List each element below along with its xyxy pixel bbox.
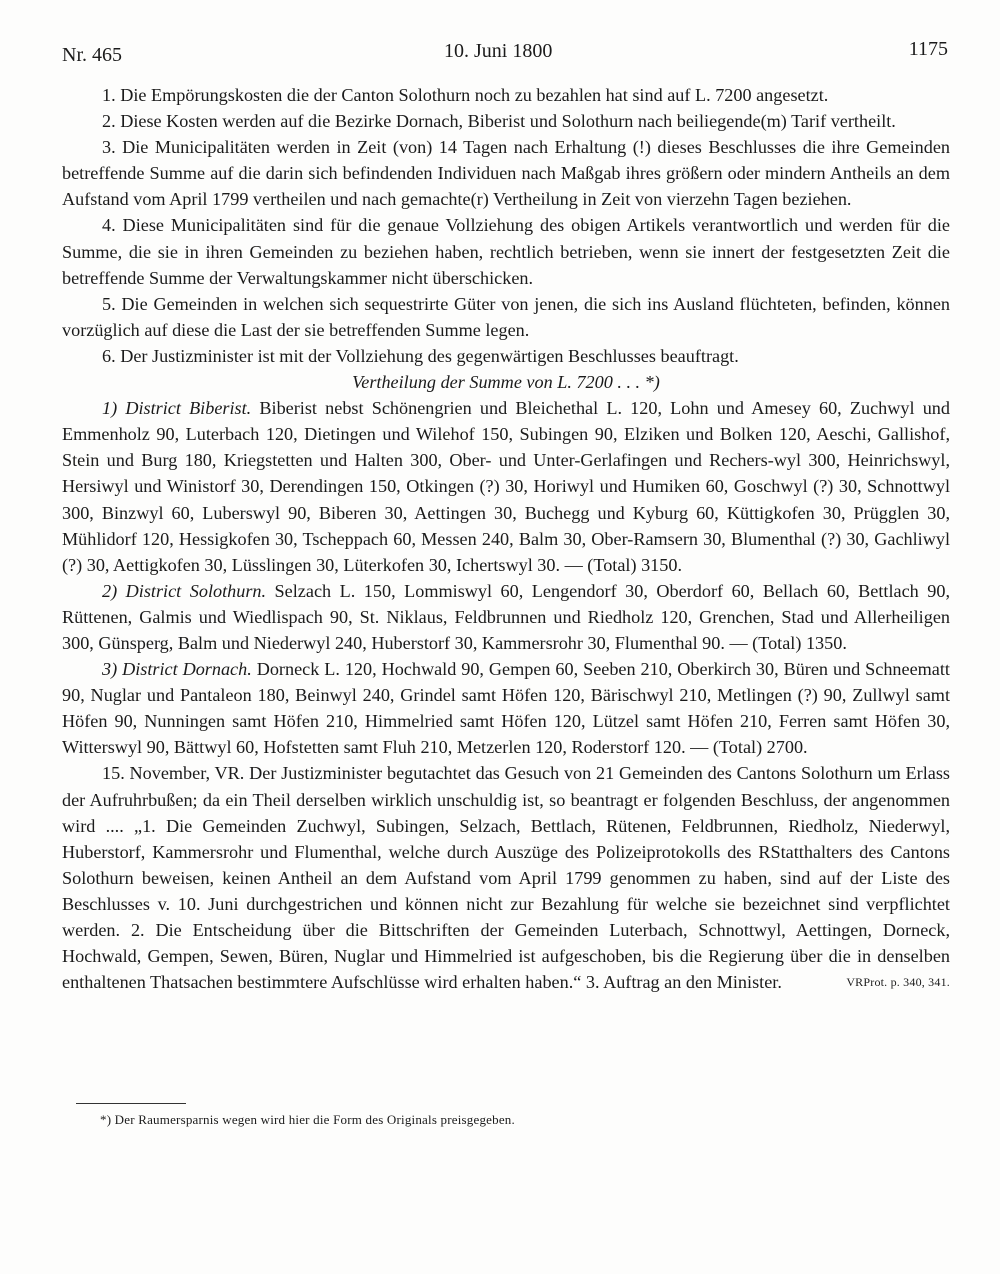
footnote-rule — [76, 1103, 186, 1104]
article-2: 2. Diese Kosten werden auf die Bezirke Dornach, Biberist und Solothurn nach beiliegende(m) Tarif vertheilt. — [102, 111, 896, 132]
district-label: 1) District Biberist. — [102, 398, 252, 419]
district-solothurn — [62, 578, 950, 656]
district-label: 3) District Dornach. — [102, 659, 252, 680]
article-1: 1. Die Empörungskosten die der Canton Solothurn noch zu bezahlen hat sind auf L. 7200 angesetzt. — [102, 85, 829, 105]
district-dornach — [62, 656, 950, 760]
page-header — [62, 38, 948, 68]
district-text: Selzach L. 150, Lommiswyl 60, Lengendorf 30, Oberdorf 60, Bellach 60, Bettlach 90, Rüttenen, Galmis und Wiedlispach 90, St. Niklaus, Feldbrunnen und Riedholz 120, Grenchen, Stad und Allerheiligen 300, Günsperg, Balm und Niederwyl 240, Huberstorf 30, Kammersrohr 30, Flumenthal 90. — (Total) 1350. — [62, 580, 950, 653]
footnote: *) Der Raumersparnis wegen wird hier die Form des Originals preisgegeben. — [100, 1112, 515, 1127]
district-text: Biberist nebst Schönengrien und Bleichethal L. 120, Lohn und Amesey 60, Zuchwyl und Emmenholz 90, Luterbach 120, Dietingen und Wilehof 150, Subingen 90, Elziken und Bolken 120, Aeschi, Gallishof, Stein und Burg 180, Kriegstetten und Halten 300, Ober- und Unter-Gerlafingen und Rechers-wyl 300, Heinrichswyl, Hersiwyl und Winistorf 30, Derendingen 150, Otkingen (?) 30, Horiwyl und Humiken 60, Goschwyl (?) 30, Schnottwyl 300, Binzwyl 60, Luberswyl 90, Biberen 30, Aettingen 30, Buchegg und Kyburg 60, Küttigkofen 30, Prügglen 30, Mühlidorf 120, Hessigkofen 30, Tscheppach 60, Messen 240, Balm 30, Ober-Ramsern 30, Blumenthal (?) 30, Gachliwyl (?) 30, Aettigkofen 30, Lüsslingen 30, Lüterkofen 30, Ichertswyl 30. — (Total) 3150. — [62, 398, 950, 575]
district-biberist — [62, 395, 950, 578]
document-body — [62, 82, 950, 995]
november-entry — [62, 760, 950, 995]
november-text: 15. November, VR. Der Justizminister begutachtet das Gesuch von 21 Gemeinden des Cantons Solothurn um Erlass der Aufruhrbußen; da ein Theil derselben wirklich unschuldig ist, so beantragt er folgenden Beschluss, der angenommen wird .... „1. Die Gemeinden Zuchwyl, Subingen, Selzach, Bettlach, Rütenen, Feldbrunnen, Riedholz, Niederwyl, Huberstorf, Kammersrohr und Flumenthal, welche durch Auszüge des Polizeiprotokolls des RStatthalters des Cantons Solothurn beweisen, keinen Antheil an dem Aufstand vom April 1799 genommen zu haben, sind auf der Liste des Beschlusses v. 10. Juni durchgestrichen und können nicht zur Bezahlung für welche sie bezeichnet sind verpflichtet werden. 2. Die Entscheidung über die Bittschriften der Gemeinden Luterbach, Schnottwyl, Aettingen, Dorneck, Hochwald, Gempen, Sewen, Büren, Nuglar und Himmelried ist aufgeschoben, bis die Regierung über die in denselben enthaltenen Thatsachen bestimmtere Aufschlüsse wird erhalten haben.“ 3. Auftrag an den Minister. — [62, 763, 950, 993]
district-text: Dorneck L. 120, Hochwald 90, Gempen 60, Seeben 210, Oberkirch 30, Büren und Schneematt 90, Nuglar und Pantaleon 180, Beinwyl 240, Grindel samt Höfen 120, Bärischwyl 210, Metlingen (?) 90, Zullwyl samt Höfen 90, Nunningen samt Höfen 210, Himmelried samt Höfen 120, Lützel samt Höfen 210, Ferren samt Höfen 30, Witterswyl 90, Bättwyl 60, Hofstetten samt Fluh 210, Metzerlen 120, Roderstorf 120. — (Total) 2700. — [62, 659, 950, 758]
section-heading: Vertheilung der Summe von L. 7200 . . . *) — [352, 372, 660, 393]
protocol-reference: VRProt. p. 340, 341. — [846, 975, 950, 990]
article-4: 4. Diese Municipalitäten sind für die genaue Vollziehung des obigen Artikels verantwortlich und werden für die Summe, die sie in ihren Gemeinden zu beziehen haben, rechtlich betrieben, wenn sie innert der festgesetzten Zeit die betreffende Summe der Verwaltungskammer nicht überschicken. — [62, 215, 950, 288]
district-label: 2) District Solothurn. — [102, 580, 267, 601]
document-date: 10. Juni 1800 — [444, 40, 553, 62]
page-number: 1175 — [908, 38, 948, 60]
article-3: 3. Die Municipalitäten werden in Zeit (von) 14 Tagen nach Erhaltung (!) dieses Beschlusses die ihre Gemeinden betreffende Summe auf die darin sich befindenden Individuen nach Maßgab ihres größern oder mindern Antheils an dem Aufstand vom April 1799 vertheilen und nach gemachte(r) Vertheilung in Zeit von vierzehn Tagen beziehen. — [62, 137, 950, 210]
article-6: 6. Der Justizminister ist mit der Vollziehung des gegenwärtigen Beschlusses beauftragt. — [102, 345, 739, 366]
article-5: 5. Die Gemeinden in welchen sich sequestrirte Güter von jenen, die sich ins Ausland flüchteten, befinden, können vorzüglich auf diese die Last der sie betreffenden Summe legen. — [62, 293, 950, 340]
document-number: Nr. 465 — [62, 44, 122, 66]
